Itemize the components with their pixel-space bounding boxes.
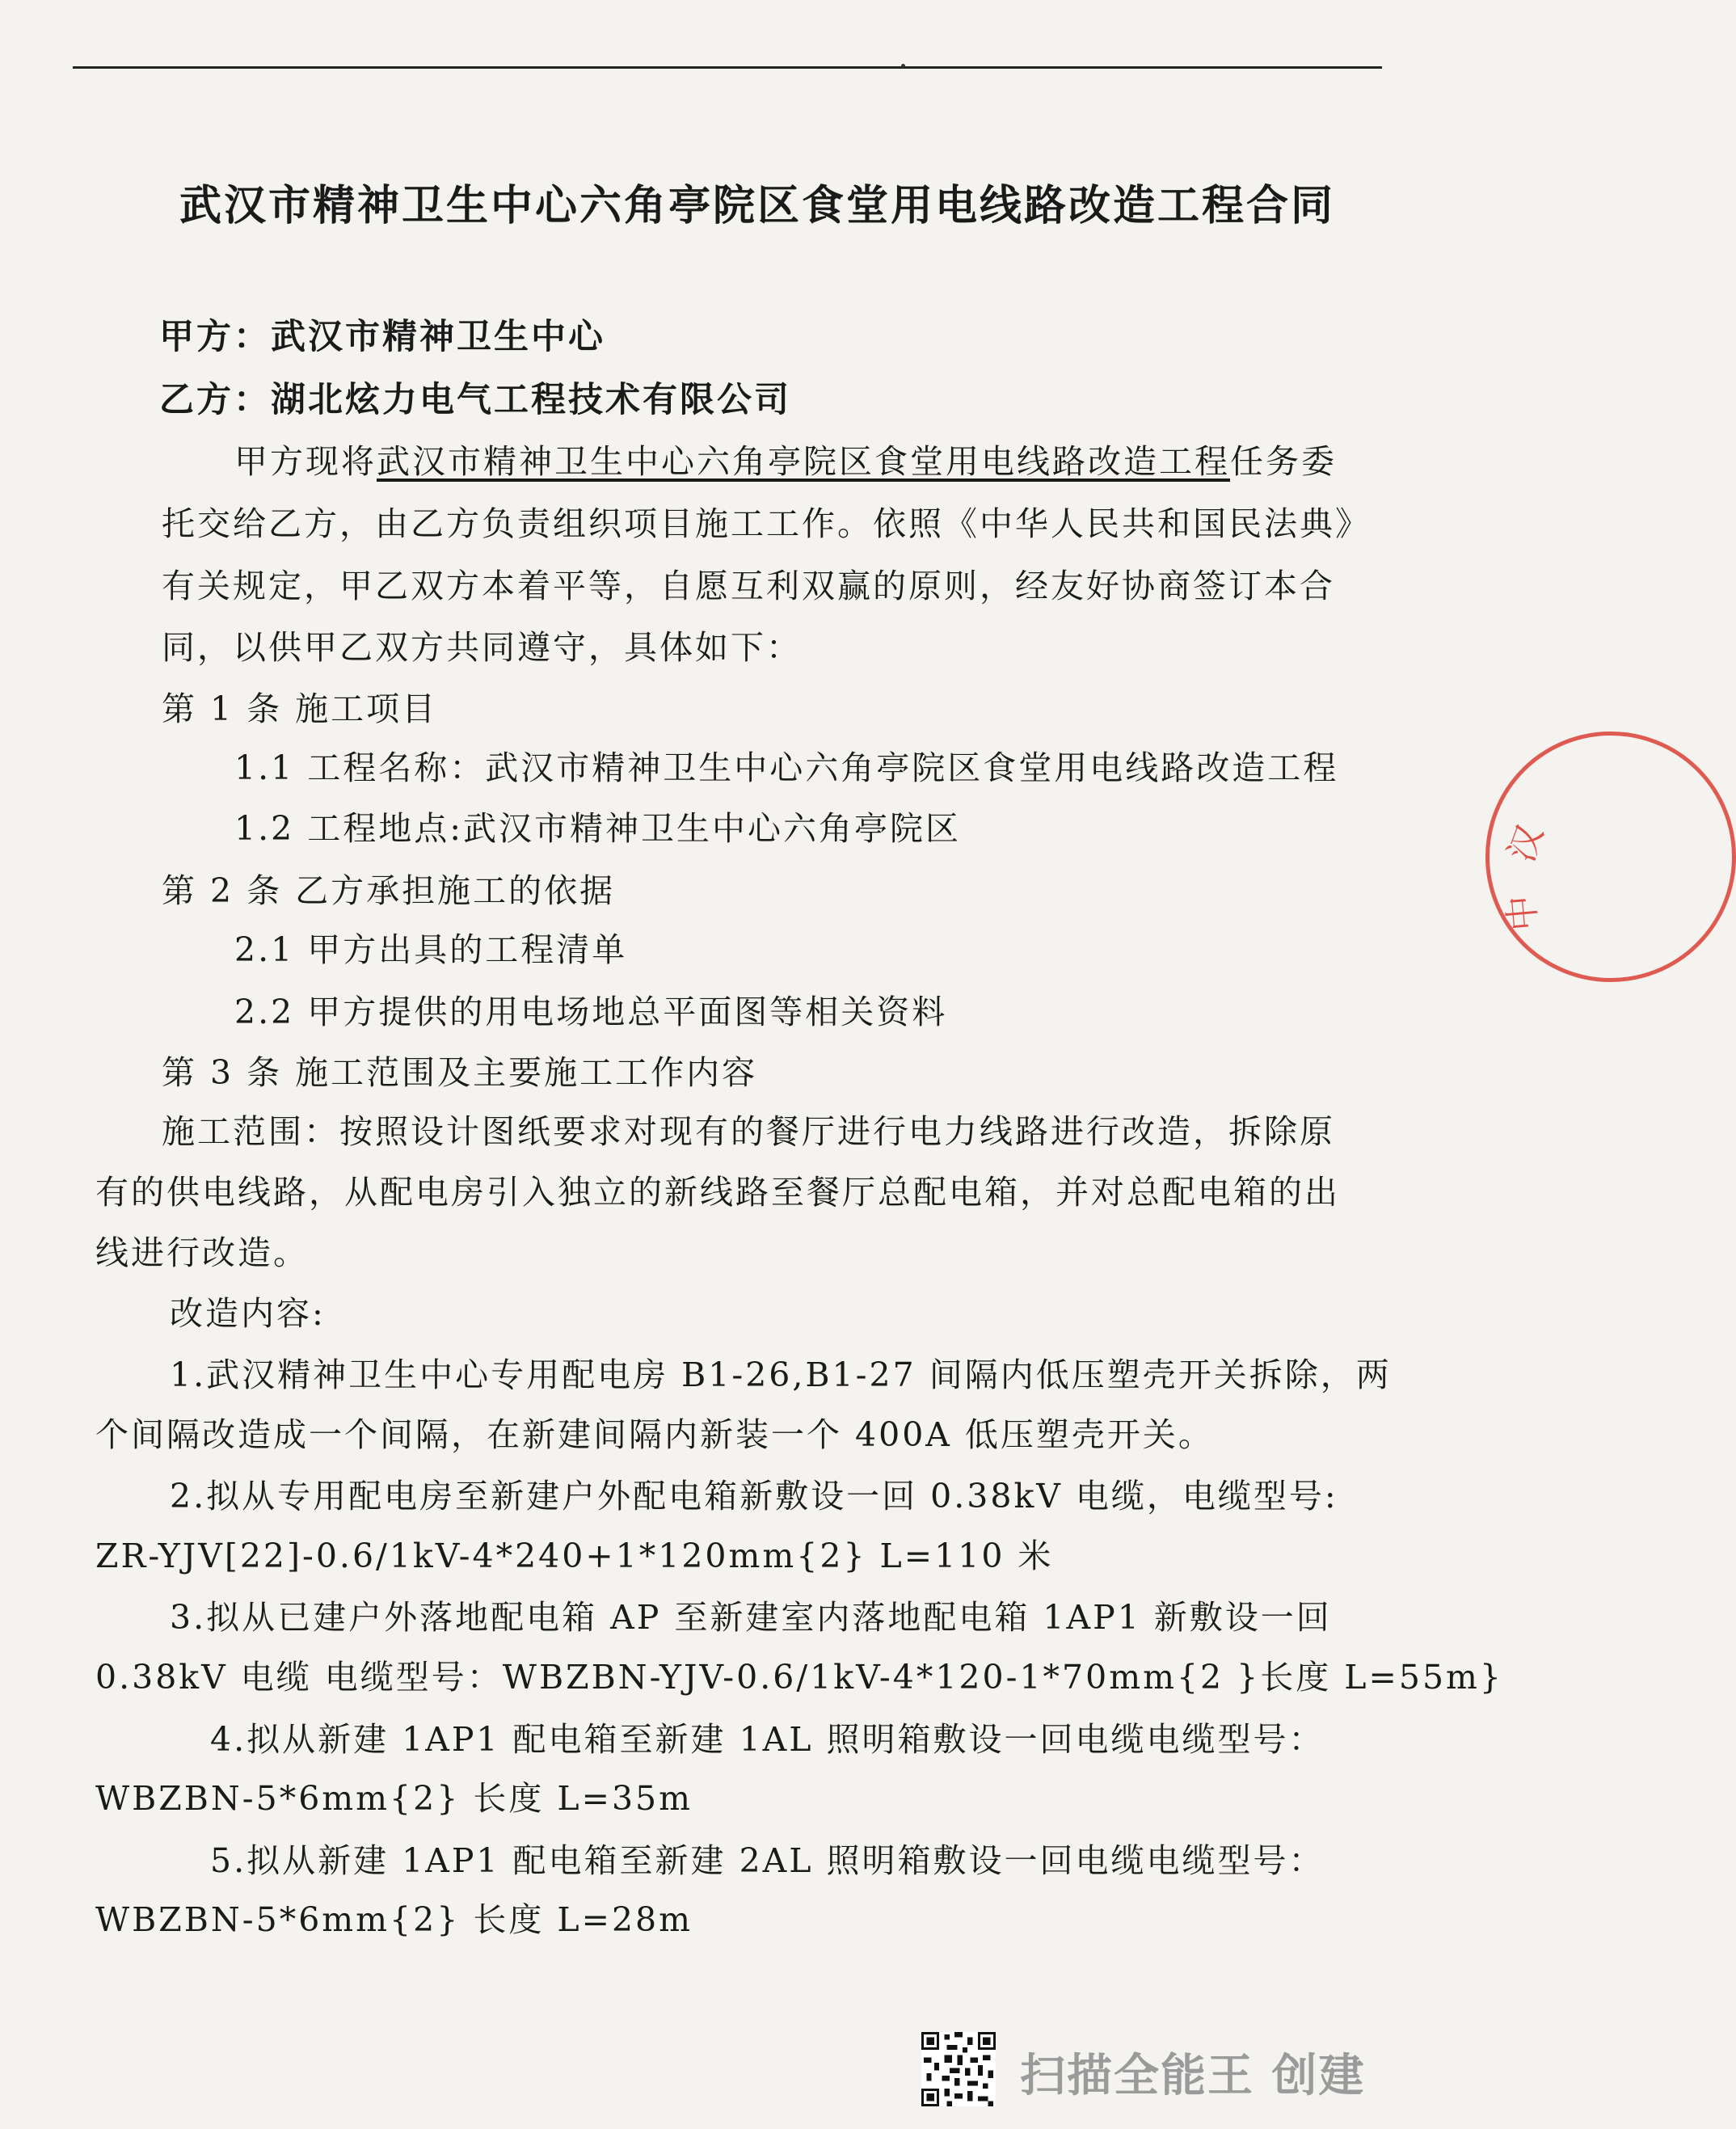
project-name-underlined: 武汉市精神卫生中心六角亭院区食堂用电线路改造工程: [377, 442, 1230, 481]
article-1-item-2: 1.2 工程地点:武汉市精神卫生中心六角亭院区: [234, 809, 962, 848]
scope-line-3: 线进行改造。: [95, 1233, 309, 1272]
intro-line-4: 同，以供甲乙双方共同遵守，具体如下：: [162, 628, 802, 667]
content-3-line-2: 0.38kV 电缆 电缆型号：WBZBN-YJV-0.6/1kV-4*120-1*70mm{2 }长度 L=55m}: [95, 1658, 1504, 1697]
seal-char-2: 中: [1501, 893, 1545, 933]
article-1-item-1: 1.1 工程名称：武汉市精神卫生中心六角亭院区食堂用电线路改造工程: [234, 748, 1339, 787]
scope-line-2: 有的供电线路，从配电房引入独立的新线路至餐厅总配电箱，并对总配电箱的出: [95, 1173, 1340, 1212]
party-a: 甲方：武汉市精神卫生中心: [159, 317, 605, 357]
party-b: 乙方：湖北炫力电气工程技术有限公司: [159, 380, 791, 420]
article-3-heading: 第 3 条 施工范围及主要施工工作内容: [162, 1053, 758, 1092]
content-5-line-1: 5.拟从新建 1AP1 配电箱至新建 2AL 照明箱敷设一回电缆电缆型号：: [210, 1841, 1325, 1880]
intro-line-3: 有关规定，甲乙双方本着平等，自愿互利双赢的原则，经友好协商签订本合: [162, 567, 1335, 605]
content-3-line-1: 3.拟从已建户外落地配电箱 AP 至新建室内落地配电箱 1AP1 新敷设一回: [170, 1598, 1332, 1637]
content-1-line-2: 个间隔改造成一个间隔，在新建间隔内新装一个 400A 低压塑壳开关。: [95, 1415, 1214, 1454]
content-2-line-2: ZR-YJV[22]-0.6/1kV-4*240+1*120mm{2} L=110 米: [95, 1537, 1054, 1575]
intro-line-2: 托交给乙方，由乙方负责组织项目施工工作。依照《中华人民共和国民法典》: [162, 504, 1371, 543]
qr-code-icon: [921, 2032, 996, 2106]
content-label: 改造内容:: [170, 1294, 326, 1333]
intro-line-1: [234, 441, 1337, 482]
content-4-line-2: WBZBN-5*6mm{2} 长度 L=35m: [95, 1779, 693, 1818]
scope-line-1: 施工范围：按照设计图纸要求对现有的餐厅进行电力线路进行改造，拆除原: [162, 1112, 1335, 1151]
scan-speck: [901, 64, 905, 68]
article-2-item-1: 2.1 甲方出具的工程清单: [234, 930, 628, 969]
content-4-line-1: 4.拟从新建 1AP1 配电箱至新建 1AL 照明箱敷设一回电缆电缆型号：: [210, 1720, 1325, 1759]
scanner-brand-text: 扫描全能王 创建: [1020, 2050, 1366, 2102]
article-2-item-2: 2.2 甲方提供的用电场地总平面图等相关资料: [234, 993, 948, 1031]
seal-char-1: 汉: [1500, 820, 1552, 867]
article-2-heading: 第 2 条 乙方承担施工的依据: [162, 871, 616, 910]
contract-title: 武汉市精神卫生中心六角亭院区食堂用电线路改造工程合同: [179, 181, 1336, 230]
intro-prefix: 甲方现将: [234, 442, 377, 481]
intro-suffix: 任务委: [1230, 442, 1337, 481]
content-2-line-1: 2.拟从专用配电房至新建户外配电箱新敷设一回 0.38kV 电缆，电缆型号:: [170, 1477, 1338, 1516]
content-5-line-2: WBZBN-5*6mm{2} 长度 L=28m: [95, 1900, 693, 1939]
content-1-line-1: 1.武汉精神卫生中心专用配电房 B1-26,B1-27 间隔内低压塑壳开关拆除，两: [170, 1355, 1392, 1394]
header-rule: [73, 66, 1382, 69]
article-1-heading: 第 1 条 施工项目: [162, 689, 438, 728]
